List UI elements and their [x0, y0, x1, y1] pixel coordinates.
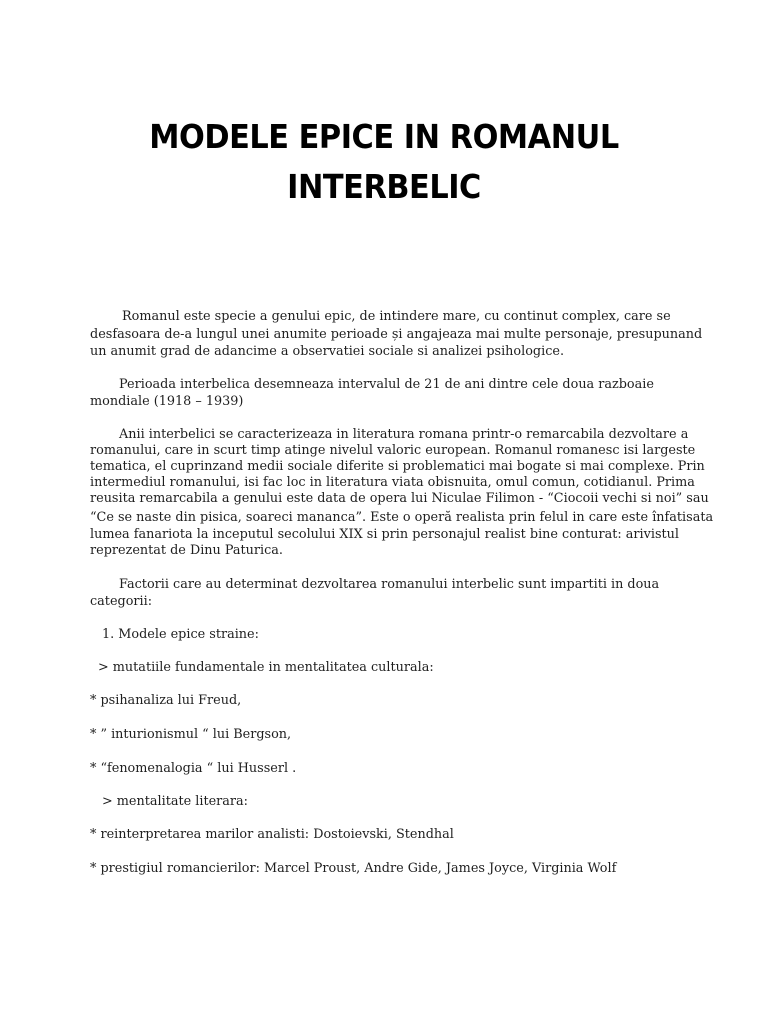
- list-item: * ” inturionismul “ lui Bergson,: [90, 727, 292, 742]
- list-item: * reinterpretarea marilor analisti: Dostoievski, Stendhal: [90, 827, 454, 842]
- list-subheading-literary: > mentalitate literara:: [102, 794, 248, 809]
- title-line-2: INTERBELIC: [287, 167, 481, 206]
- paragraph-line: Anii interbelici se caracterizeaza in literatura romana printr-o remarcabila dezvoltare a: [119, 427, 689, 442]
- paragraph-line: categorii:: [90, 594, 153, 609]
- title-line-1: MODELE EPICE IN ROMANUL: [149, 117, 619, 156]
- paragraph-line: tematica, el cuprinzand medii sociale diferite si problematici mai bogate si mai complexe. Prin: [90, 459, 705, 474]
- paragraph-line: Factorii care au determinat dezvoltarea romanului interbelic sunt impartiti in doua: [119, 577, 660, 592]
- list-item: * prestigiul romancierilor: Marcel Proust, Andre Gide, James Joyce, Virginia Wolf: [90, 861, 617, 876]
- paragraph-line: un anumit grad de adancime a observatiei sociale si analizei psihologice.: [90, 344, 565, 359]
- list-heading-foreign-models: 1. Modele epice straine:: [102, 627, 259, 642]
- paragraph-line: reprezentat de Dinu Paturica.: [90, 543, 283, 558]
- document-title: [31, 112, 738, 212]
- paragraph-line: “Ce se naste din pisica, soareci mananca”. Este o operă realista prin felul in care este înfatisata: [90, 510, 714, 525]
- paragraph-line: Romanul este specie a genului epic, de intindere mare, cu continut complex, care se: [122, 309, 671, 324]
- paragraph-line: mondiale (1918 – 1939): [90, 394, 244, 409]
- list-item: * psihanaliza lui Freud,: [90, 693, 242, 708]
- paragraph-line: desfasoara de-a lungul unei anumite perioade și angajeaza mai multe personaje, presupunand: [90, 327, 703, 342]
- paragraph-line: Perioada interbelica desemneaza intervalul de 21 de ani dintre cele doua razboaie: [119, 377, 654, 392]
- paragraph-line: romanului, care in scurt timp atinge nivelul valoric european. Romanul romanesc isi largeste: [90, 443, 696, 458]
- list-subheading-cultural: > mutatiile fundamentale in mentalitatea culturala:: [98, 660, 434, 675]
- paragraph-line: reusita remarcabila a genului este data de opera lui Niculae Filimon - “Ciocoii vechi si noi” sau: [90, 491, 709, 506]
- paragraph-line: intermediul romanului, isi fac loc in literatura viata obisnuita, omul comun, cotidianul. Prima: [90, 475, 695, 490]
- list-item: * “fenomenalogia “ lui Husserl .: [90, 761, 297, 776]
- paragraph-line: lumea fanariota la inceputul secolului XIX si prin personajul realist bine conturat: arivistul: [90, 527, 680, 542]
